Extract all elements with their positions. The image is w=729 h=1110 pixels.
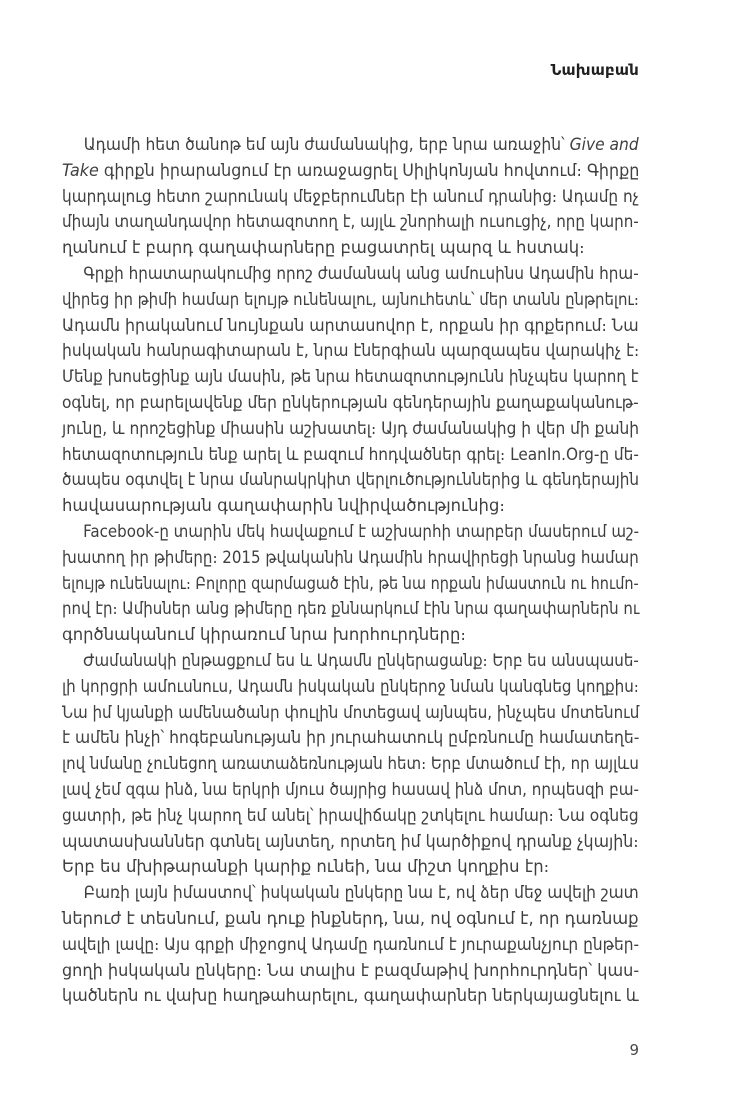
text-line xyxy=(62,803,639,829)
text-line xyxy=(62,674,639,700)
text-line xyxy=(62,854,639,880)
text-segment: կարդալուց հետո շարունակ մեջբերումներ էի անում դրանից։ Ադամը ոչ xyxy=(62,186,639,206)
text-segment: Take xyxy=(62,160,99,180)
text-segment: ներուժ է տեսնում, քան դուք ինքներդ, նա, ով օգնում է, որ դառնաք xyxy=(62,908,639,928)
text-line xyxy=(62,932,640,958)
text-segment: Facebook-ը տարին մեկ հավաքում է աշխարհի տարբեր մասերում աշ- xyxy=(83,521,640,541)
text-line xyxy=(62,416,640,442)
text-segment: լավ չեմ զգա ինձ, նա երկրի մյուս ծայրից հասավ ինձ մոտ, որպեսզի բա- xyxy=(62,779,640,799)
body-text xyxy=(62,132,639,1009)
text-segment: ավելի լավը։ Այս գրքի միջոցով Ադամը դառնում է յուրաքանչյուր ընթեր- xyxy=(62,934,640,954)
text-line xyxy=(62,751,639,777)
text-line xyxy=(62,209,639,235)
text-segment: ղանում է բարդ գաղափարները բացատրել պարզ և հստակ։ xyxy=(62,238,585,258)
text-segment: Ժամանակի ընթացքում ես և Ադամն ընկերացանք։ Երբ ես անսպասե- xyxy=(83,650,639,670)
text-line xyxy=(62,983,639,1009)
text-line xyxy=(62,906,639,932)
text-segment: գործնականում կիրառում նրա խորհուրդները։ xyxy=(62,625,466,645)
text-line xyxy=(62,184,639,210)
text-segment: ծապես օգտվել է նրա մանրակրկիտ վերլուծություններից և գենդերային xyxy=(62,470,640,490)
text-segment: օգնել, որ բարելավենք մեր ընկերության գենդերային քաղաքականութ- xyxy=(62,392,639,412)
text-segment: լի կորցրի ամուսնուս, Ադամն իսկական ընկերոջ նման կանգնեց կողքիս։ xyxy=(62,676,639,696)
text-line xyxy=(62,777,640,803)
text-segment: Ադամն իրականում նույնքան արտասովոր է, որքան իր գրքերում։ Նա xyxy=(62,315,639,335)
text-segment: գիրքն իրարանցում էր առաջացրել Սիլիկոնյան հովտում։ Գիրքը xyxy=(98,160,640,180)
text-segment: հավասարության գաղափարին նվիրվածությունից։ xyxy=(62,496,505,516)
text-segment: միայն տաղանդավոր հետազոտող է, այլև շնորհալի ուսուցիչ, որը կարո- xyxy=(62,212,639,232)
text-line xyxy=(62,571,639,597)
text-line xyxy=(62,364,639,390)
text-line xyxy=(62,829,639,855)
text-segment: կածներն ու վախը հաղթահարելու, գաղափարներ ներկայացնելու և xyxy=(62,986,639,1006)
text-segment: իսկական հանրագիտարան է, նրա էներգիան պարզապես վարակիչ է։ xyxy=(62,341,640,361)
text-line xyxy=(62,880,639,906)
text-line xyxy=(62,725,640,751)
text-segment: պատասխաններ գտնել այնտեղ, որտեղ իմ կարծիքով դրանք չկային։ xyxy=(62,831,639,851)
text-segment: Նա իմ կյանքի ամենածանր փուլին մոտեցավ այնպես, ինչպես մոտենում xyxy=(62,702,640,722)
text-segment: Երբ ես մխիթարանքի կարիք ունեի, նա միշտ կողքիս էր։ xyxy=(62,857,550,877)
text-line xyxy=(62,261,639,287)
text-segment: Give and xyxy=(569,135,639,154)
text-line xyxy=(62,390,639,416)
text-segment: հետազոտություն ենք արել և բազում հոդվածներ գրել։ LeanIn.Org-ը մե- xyxy=(62,444,639,464)
text-line xyxy=(62,287,639,313)
text-line xyxy=(62,648,639,674)
text-segment: ցատրի, թե ինչ կարող եմ անել՝ իրավիճակը շտկելու համար։ Նա օգնեց xyxy=(62,805,639,825)
text-line xyxy=(62,313,639,339)
text-segment: յունը, և որոշեցինք միասին աշխատել։ Այդ ժամանակից ի վեր մի քանի xyxy=(62,418,640,438)
text-line xyxy=(62,519,640,545)
page-number: 9 xyxy=(629,1041,639,1059)
running-header: Նախաբան xyxy=(550,61,639,79)
text-line xyxy=(62,596,640,622)
text-line xyxy=(62,442,639,468)
text-segment: ցողի իսկական ընկերը։ Նա տալիս է բազմաթիվ խորհուրդներ՝ կաս- xyxy=(62,960,640,980)
text-segment: Բառի լայն իմաստով՝ իսկական ընկերը նա է, ով ձեր մեջ ավելի շատ xyxy=(83,883,639,903)
text-line xyxy=(62,235,639,261)
text-line xyxy=(62,132,639,158)
text-segment: Մենք խոսեցինք այն մասին, թե նրա հետազոտությունն ինչպես կարող է xyxy=(62,367,639,387)
text-line xyxy=(62,545,639,571)
text-segment: լով նմանը չունեցող առատաձեռնության հետ։ Երբ մտածում էի, որ այլևս xyxy=(62,754,639,774)
text-line xyxy=(62,622,639,648)
text-segment: ելույթ ունենալու։ Բոլորը զարմացած էին, թե նա որքան իմաստուն ու հումո- xyxy=(62,573,639,593)
text-line xyxy=(62,467,640,493)
text-line xyxy=(62,958,640,984)
text-segment: րով էր։ Ամիսներ անց թիմերը դեռ քննարկում էին նրա գաղափարներն ու xyxy=(62,599,640,619)
text-segment: Գրքի հրատարակումից որոշ ժամանակ անց ամուսինս Ադամին հրա- xyxy=(83,263,639,283)
text-line xyxy=(62,338,640,364)
text-segment: խատող իր թիմերը։ 2015 թվականին Ադամին հրավիրեցի նրանց համար xyxy=(62,547,639,567)
text-line xyxy=(62,493,639,519)
text-line xyxy=(62,700,640,726)
text-segment: վիրեց իր թիմի համար ելույթ ունենալու, այնուհետև՝ մեր տանն ընթրելու։ xyxy=(62,289,639,309)
text-segment: Ադամի հետ ծանոթ եմ այն ժամանակից, երբ նրա առաջին՝ xyxy=(83,135,570,154)
text-line xyxy=(62,158,640,184)
text-segment: է ամեն ինչի՝ հոգեբանության իր յուրահատուկ ըմբռնումը համատեղե- xyxy=(62,728,640,748)
